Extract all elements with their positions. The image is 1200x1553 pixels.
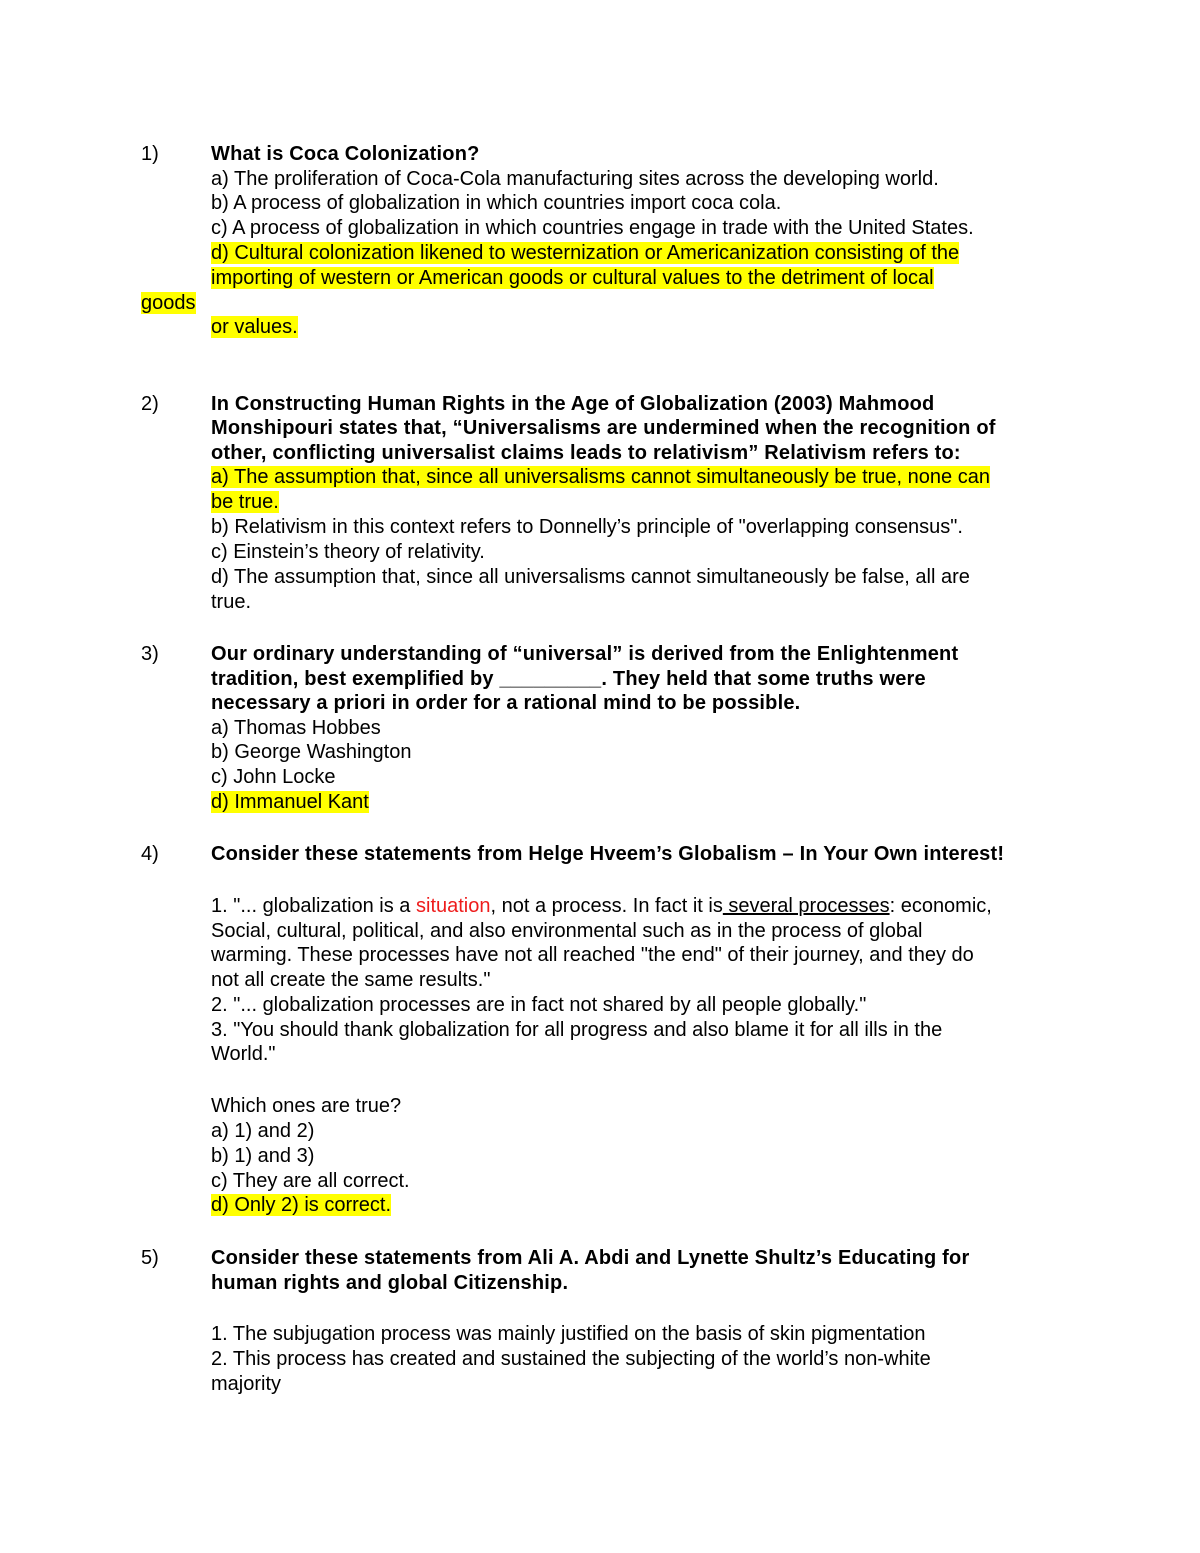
answer-option: c) They are all correct. xyxy=(211,1170,410,1192)
question-number: 4) xyxy=(141,843,159,865)
answer-option: c) Einstein’s theory of relativity. xyxy=(211,541,485,563)
answer-option-correct xyxy=(211,266,934,291)
question-text: What is Coca Colonization? xyxy=(211,143,480,165)
answer-prompt: Which ones are true? xyxy=(211,1095,402,1117)
question-number: 2) xyxy=(141,393,159,415)
statement-text: : economic, xyxy=(889,895,992,917)
underlined-phrase: several processes xyxy=(722,895,890,917)
question-text: Consider these statements from Ali A. Abdi and Lynette Shultz’s Educating for xyxy=(211,1247,970,1269)
question-text: Our ordinary understanding of “universal” is derived from the Enlightenment xyxy=(211,643,959,665)
question-text: Monshipouri states that, “Universalisms are undermined when the recognition of xyxy=(211,417,996,439)
answer-option: d) The assumption that, since all universalisms cannot simultaneously be false, all are xyxy=(211,566,970,588)
highlighted-answer: a) The assumption that, since all universalisms cannot simultaneously be true, none can xyxy=(211,466,990,488)
answer-option-correct xyxy=(211,790,369,815)
statement xyxy=(211,894,992,919)
question-number: 1) xyxy=(141,143,159,165)
highlighted-answer: be true. xyxy=(211,491,279,513)
question-text: necessary a priori in order for a rational mind to be possible. xyxy=(211,692,801,714)
emphasized-word: situation xyxy=(416,895,491,917)
statement: World." xyxy=(211,1043,276,1065)
answer-option: c) A process of globalization in which countries engage in trade with the United States. xyxy=(211,217,974,239)
statement: Social, cultural, political, and also environmental such as in the process of global xyxy=(211,920,923,942)
answer-option: b) 1) and 3) xyxy=(211,1145,315,1167)
answer-option: true. xyxy=(211,591,252,613)
answer-option-correct xyxy=(141,291,196,316)
statement: 2. This process has created and sustained the subjecting of the world’s non-white xyxy=(211,1348,931,1370)
answer-option: b) A process of globalization in which countries import coca cola. xyxy=(211,192,782,214)
answer-option: a) Thomas Hobbes xyxy=(211,717,381,739)
highlighted-answer: or values. xyxy=(211,316,298,338)
answer-option-correct xyxy=(211,241,959,266)
question-number: 5) xyxy=(141,1247,159,1269)
statement-text: , not a process. In fact it is xyxy=(490,895,723,917)
statement-text: 1. "... globalization is a xyxy=(211,895,416,917)
answer-option-correct xyxy=(211,315,298,340)
statement: majority xyxy=(211,1373,282,1395)
statement: 1. The subjugation process was mainly justified on the basis of skin pigmentation xyxy=(211,1323,926,1345)
question-text: In Constructing Human Rights in the Age of Globalization (2003) Mahmood xyxy=(211,393,935,415)
highlighted-answer: d) Only 2) is correct. xyxy=(211,1194,392,1216)
highlighted-answer: d) Immanuel Kant xyxy=(211,791,369,813)
highlighted-answer: goods xyxy=(141,292,196,314)
highlighted-answer: d) Cultural colonization likened to westernization or Americanization consisting of the xyxy=(211,242,960,264)
answer-option-correct xyxy=(211,465,990,490)
question-text: other, conflicting universalist claims leads to relativism” Relativism refers to: xyxy=(211,442,961,464)
statement: warming. These processes have not all reached "the end" of their journey, and they do xyxy=(211,944,974,966)
answer-option-correct xyxy=(211,1193,391,1218)
answer-option: a) 1) and 2) xyxy=(211,1120,315,1142)
statement: not all create the same results." xyxy=(211,969,491,991)
answer-option: b) George Washington xyxy=(211,741,412,763)
answer-option-correct xyxy=(211,490,279,515)
statement: 2. "... globalization processes are in fact not shared by all people globally." xyxy=(211,994,867,1016)
question-number: 3) xyxy=(141,643,159,665)
question-text: human rights and global Citizenship. xyxy=(211,1272,569,1294)
question-text: Consider these statements from Helge Hveem’s Globalism – In Your Own interest! xyxy=(211,843,1005,865)
highlighted-answer: importing of western or American goods or cultural values to the detriment of local xyxy=(211,267,934,289)
answer-option: a) The proliferation of Coca-Cola manufacturing sites across the developing world. xyxy=(211,168,939,190)
answer-option: b) Relativism in this context refers to Donnelly’s principle of "overlapping consensus". xyxy=(211,516,963,538)
answer-option: c) John Locke xyxy=(211,766,336,788)
statement: 3. "You should thank globalization for all progress and also blame it for all ills in the xyxy=(211,1019,943,1041)
question-text: tradition, best exemplified by _________. They held that some truths were xyxy=(211,668,926,690)
